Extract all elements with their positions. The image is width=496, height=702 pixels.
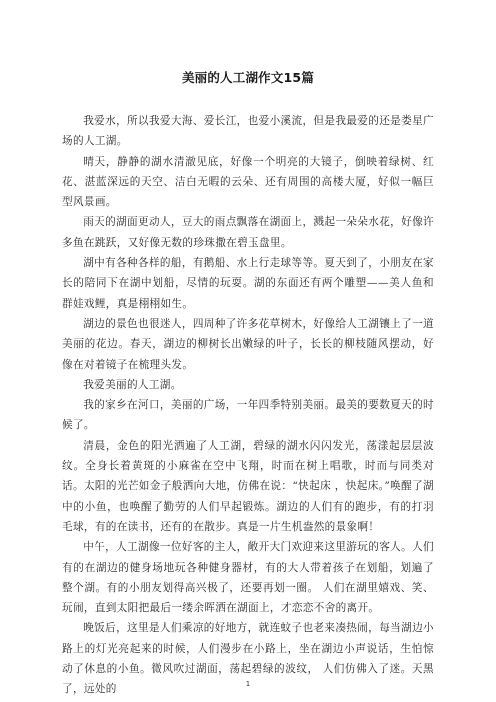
paragraph: 湖边的景色也很迷人，四周种了许多花草树木，好像给人工湖镶上了一道美丽的花边。春天，湖边的柳树长出嫩绿的叶子，长长的柳枝随风摆动，好像在对着镜子在梳理头发。 [62,317,434,371]
paragraph: 中午，人工湖像一位好客的主人，敞开大门欢迎来这里游玩的客人。人们有的在湖边的健身场地玩各种健身器材，有的大人带着孩子在划船，划遍了整个湖。有的小朋友划得高兴极了，还要再划一圈。 人们在湖里嬉戏、笑、玩闹，直到太阳把最后一缕余晖洒在湖面上，才恋恋不舍的离开。 [62,541,434,615]
paragraph: 清晨，金色的阳光洒遍了人工湖，碧绿的湖水闪闪发光，荡漾起层层波纹。全身长着黄斑的小麻雀在空中飞翔，时而在树上唱歌，时而与同类对话。太阳的光芒如金子般洒向大地，仿佛在说：“快起床 ，快起床。”唤醒了湖中的小鱼，也唤醒了勤劳的人们早起锻炼。湖边的人们有的跑步，有的打羽毛球，有的在读书，还有的在散步。真是一片生机盎然的景象啊！ [62,439,434,533]
paragraph: 晚饭后，这里是人们乘凉的好地方，就连蚊子也老来凑热闹，每当湖边小路上的灯光亮起来的时候，人们漫步在小路上，坐在湖边小声说话，生怕惊动了休息的小鱼。微风吹过湖面，荡起碧绿的波纹， 人们仿佛入了迷。天黑了，远处的 [62,622,434,696]
document-body [62,111,434,700]
paragraph: 晴天，静静的湖水清澈见底，好像一个明亮的大镜子，倒映着绿树、红花、湛蓝深远的天空、洁白无暇的云朵、还有周围的高楼大厦，好似一幅巨型风景画。 [62,155,434,209]
paragraph: 我的家乡在河口，美丽的广场，一年四季特别美丽。最美的要数夏天的时候了。 [62,399,434,432]
document-title: 美丽的人工湖作文15篇 [181,70,315,85]
paragraph: 我爱美丽的人工湖。 [83,378,182,391]
page-number: 1 [245,680,251,688]
paragraph: 我爱水，所以我爱大海、爱长江，也爱小溪流，但是我最爱的还是娄星广场的人工湖。 [62,115,434,148]
paragraph: 雨天的湖面更动人，豆大的雨点飘落在湖面上，溅起一朵朵水花，好像许多鱼在跳跃，又好像无数的珍珠撒在碧玉盘里。 [62,216,434,249]
paragraph: 湖中有各种各样的船，有鹅船、水上行走球等等。夏天到了，小朋友在家长的陪同下在湖中划船，尽情的玩耍。湖的东面还有两个雕塑——美人鱼和群娃戏鲤，真是栩栩如生。 [62,257,434,310]
